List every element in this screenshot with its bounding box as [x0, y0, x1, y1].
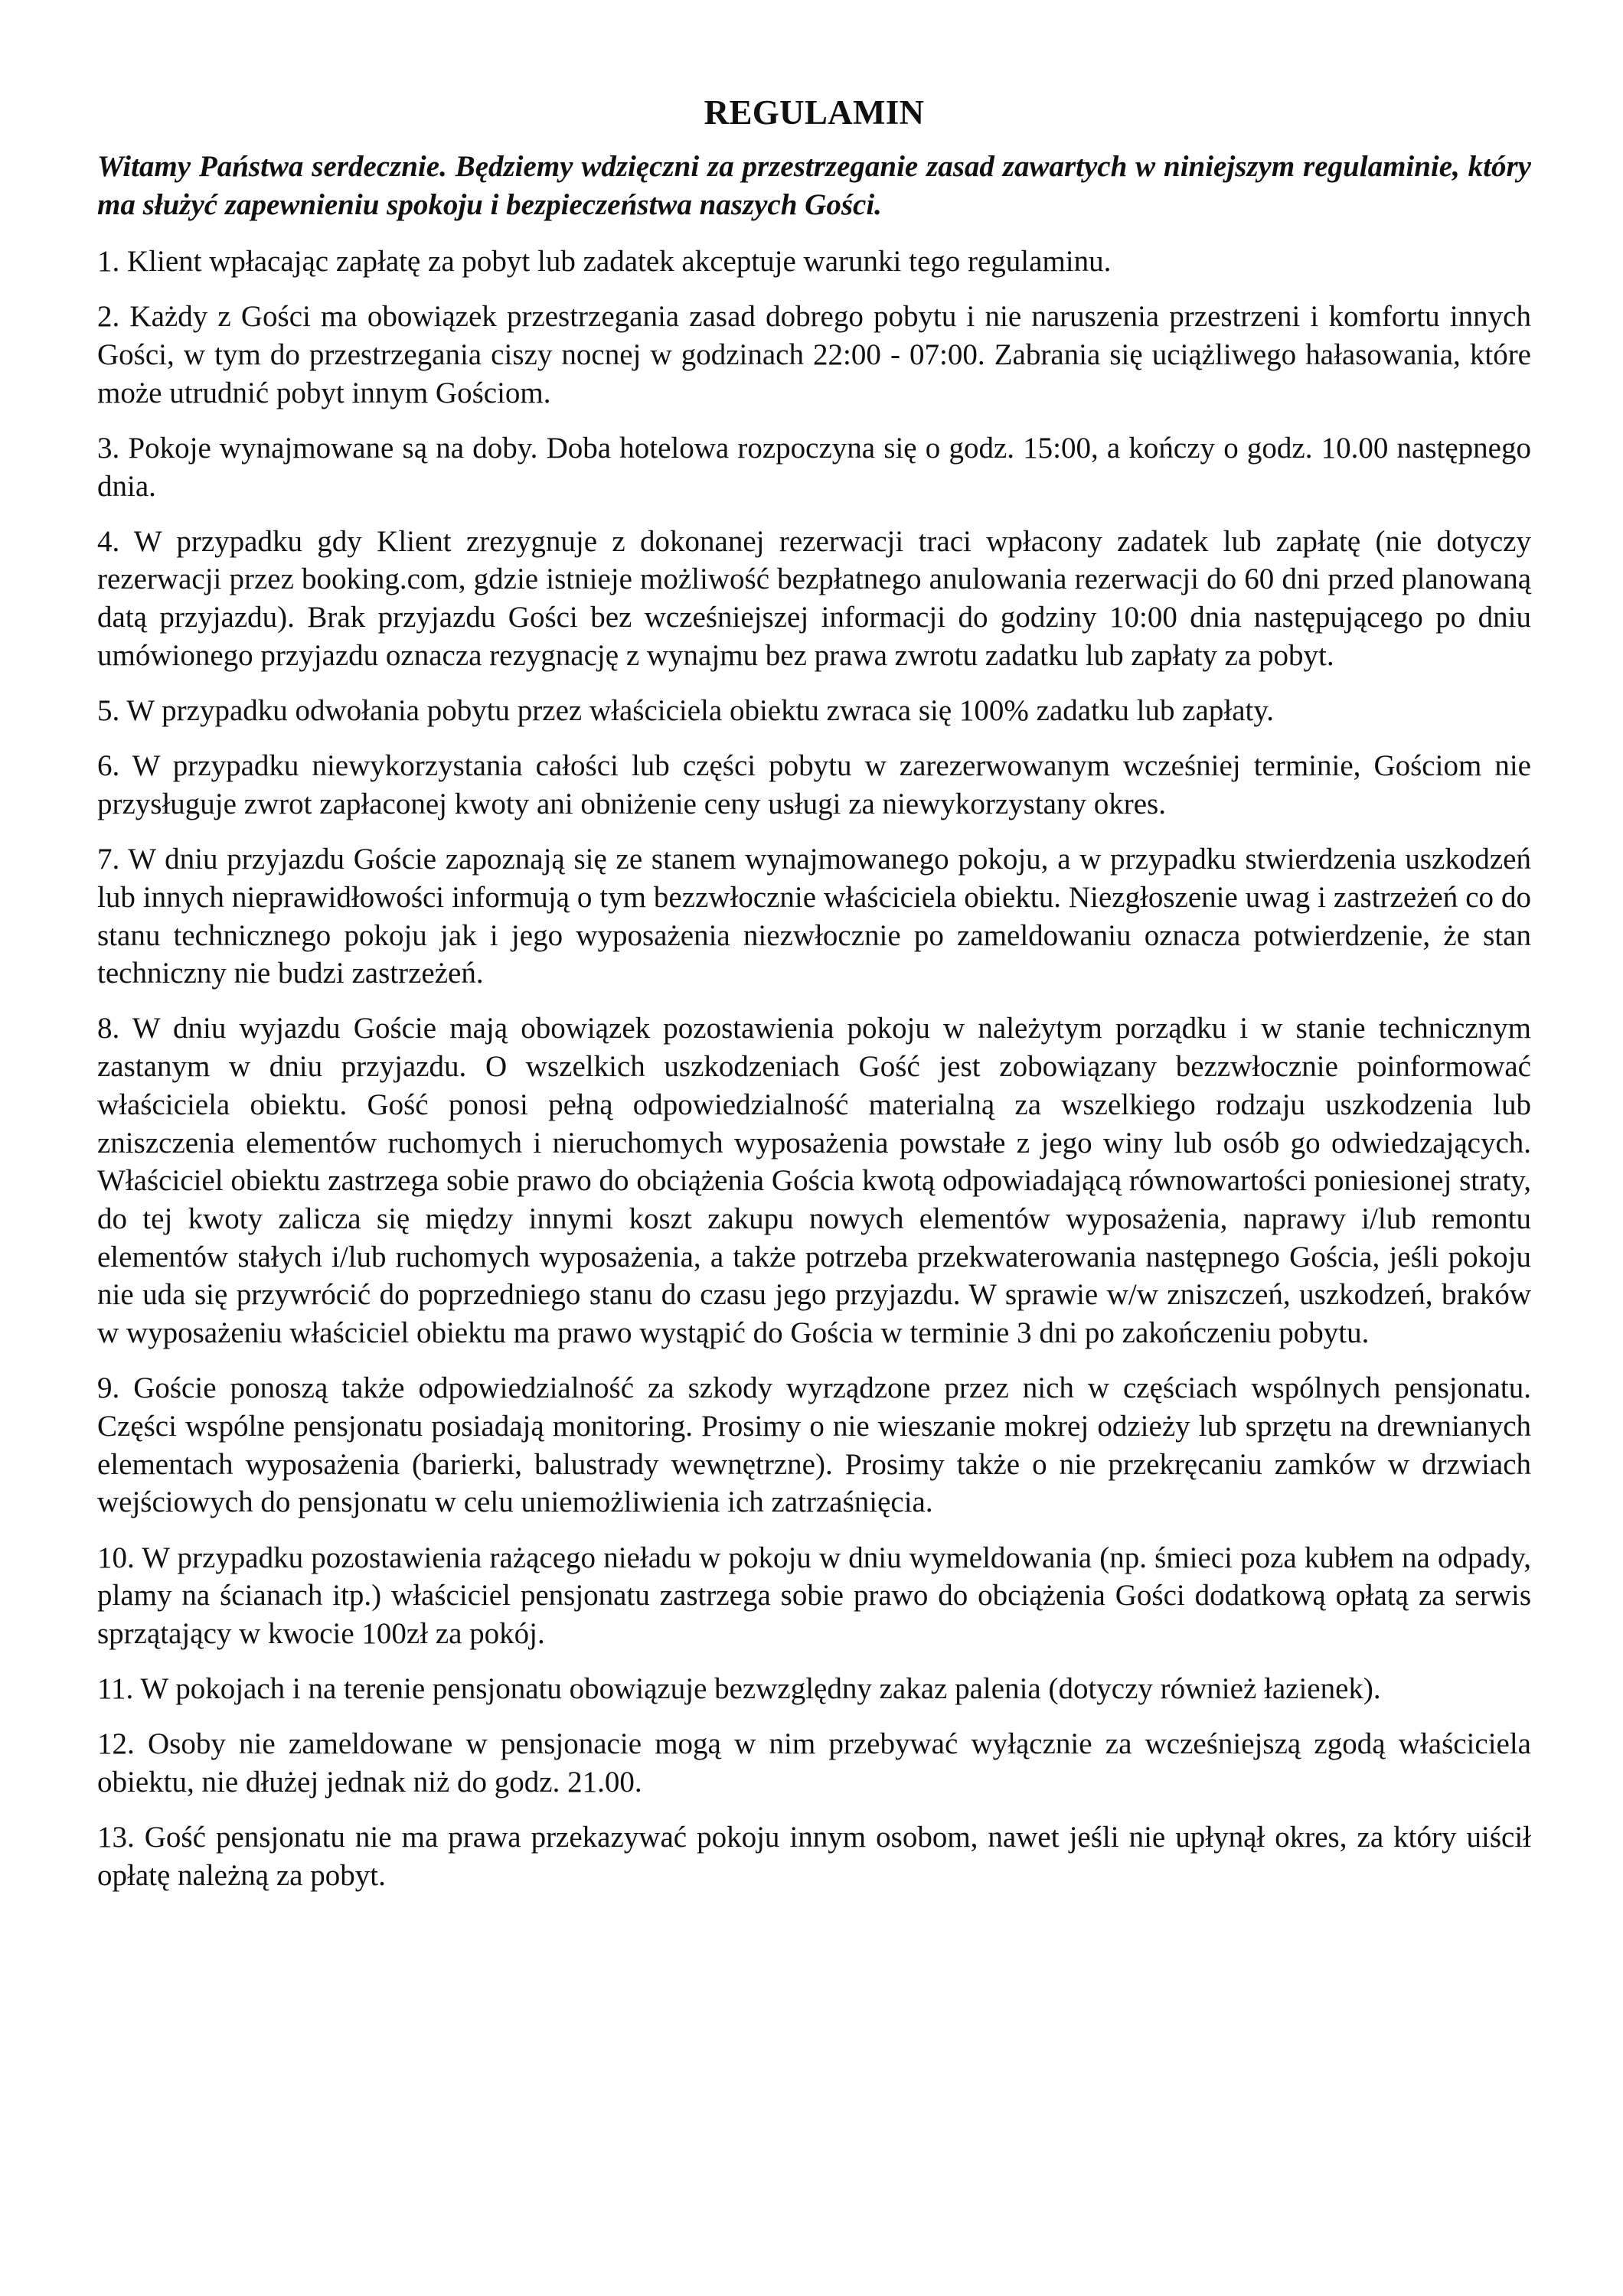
clause-11: 11. W pokojach i na terenie pensjonatu obowiązuje bezwzględny zakaz palenia (dotyczy również łazienek). [97, 1672, 1381, 1706]
clause-8: 8. W dniu wyjazdu Goście mają obowiązek pozostawienia pokoju w należytym porządku i w stanie technicznym zastanym w dniu przyjazdu. O wszelkich uszkodzeniach Gość jest zobowiązany bezzwłocznie poinformować właściciela obiektu. Gość ponosi pełną odpowiedzialność materialną za wszelkiego rodzaju uszkodzenia lub zniszczenia elementów ruchomych i nieruchomych wyposażenia powstałe z jego winy lub osób go odwiedzających. Właściciel obiektu zastrzega sobie prawo do obciążenia Gościa kwotą odpowiadającą równowartości poniesionej straty, do tej kwoty zalicza się między innymi koszt zakupu nowych elementów wyposażenia, naprawy i/lub remontu elementów stałych i/lub ruchomych wyposażenia, a także potrzeba przekwaterowania następnego Gościa, jeśli pokoju nie uda się przywrócić do poprzedniego stanu do czasu jego przyjazdu. W sprawie w/w zniszczeń, uszkodzeń, braków w wyposażeniu właściciel obiektu ma prawo wystąpić do Gościa w terminie 3 dni po zakończeniu pobytu. [97, 1012, 1531, 1350]
clause-9: 9. Goście ponoszą także odpowiedzialność za szkody wyrządzone przez nich w częściach wspólnych pensjonatu. Części wspólne pensjonatu posiadają monitoring. Prosimy o nie wieszanie mokrej odzieży lub sprzętu na drewnianych elementach wyposażenia (barierki, balustrady wewnętrzne). Prosimy także o nie przekręcaniu zamków w drzwiach wejściowych do pensjonatu w celu uniemożliwienia ich zatrzaśnięcia. [97, 1371, 1531, 1519]
clause-4: 4. W przypadku gdy Klient zrezygnuje z dokonanej rezerwacji traci wpłacony zadatek lub zapłatę (nie dotyczy rezerwacji przez booking.com, gdzie istnieje możliwość bezpłatnego anulowania rezerwacji do 60 dni przed planowaną datą przyjazdu). Brak przyjazdu Gości bez wcześniejszej informacji do godziny 10:00 dnia następującego po dniu umówionego przyjazdu oznacza rezygnację z wynajmu bez prawa zwrotu zadatku lub zapłaty za pobyt. [97, 524, 1531, 672]
intro-paragraph: Witamy Państwa serdecznie. Będziemy wdzięczni za przestrzeganie zasad zawartych w niniejszym regulaminie, który ma służyć zapewnieniu spokoju i bezpieczeństwa naszych Gości. [97, 150, 1531, 221]
clause-3: 3. Pokoje wynajmowane są na doby. Doba hotelowa rozpoczyna się o godz. 15:00, a kończy o godz. 10.00 następnego dnia. [97, 431, 1531, 503]
clause-7: 7. W dniu przyjazdu Goście zapoznają się ze stanem wynajmowanego pokoju, a w przypadku stwierdzenia uszkodzeń lub innych nieprawidłowości informują o tym bezzwłocznie właściciela obiektu. Niezgłoszenie uwag i zastrzeżeń co do stanu technicznego pokoju jak i jego wyposażenia niezwłocznie po zameldowaniu oznacza potwierdzenie, że stan techniczny nie budzi zastrzeżeń. [97, 843, 1531, 990]
clause-2: 2. Każdy z Gości ma obowiązek przestrzegania zasad dobrego pobytu i nie naruszenia przestrzeni i komfortu innych Gości, w tym do przestrzegania ciszy nocnej w godzinach 22:00 - 07:00. Zabrania się uciążliwego hałasowania, które może utrudnić pobyt innym Gościom. [97, 300, 1531, 409]
clause-list [97, 243, 1531, 1895]
clause-10: 10. W przypadku pozostawienia rażącego nieładu w pokoju w dniu wymeldowania (np. śmieci poza kubłem na odpady, plamy na ścianach itp.) właściciel pensjonatu zastrzega sobie prawo do obciążenia Gości dodatkową opłatą za serwis sprzątający w kwocie 100zł za pokój. [97, 1541, 1531, 1650]
clause-13: 13. Gość pensjonatu nie ma prawa przekazywać pokoju innym osobom, nawet jeśli nie upłynął okres, za który uiścił opłatę należną za pobyt. [97, 1821, 1531, 1893]
clause-1: 1. Klient wpłacając zapłatę za pobyt lub zadatek akceptuje warunki tego regulaminu. [97, 245, 1112, 278]
clause-5: 5. W przypadku odwołania pobytu przez właściciela obiektu zwraca się 100% zadatku lub zapłaty. [97, 694, 1275, 728]
clause-12: 12. Osoby nie zameldowane w pensjonacie mogą w nim przebywać wyłącznie za wcześniejszą zgodą właściciela obiektu, nie dłużej jednak niż do godz. 21.00. [97, 1727, 1531, 1799]
document-title: REGULAMIN [704, 93, 925, 132]
clause-6: 6. W przypadku niewykorzystania całości lub części pobytu w zarezerwowanym wcześniej terminie, Gościom nie przysługuje zwrot zapłaconej kwoty ani obniżenie ceny usługi za niewykorzystany okres. [97, 749, 1531, 820]
